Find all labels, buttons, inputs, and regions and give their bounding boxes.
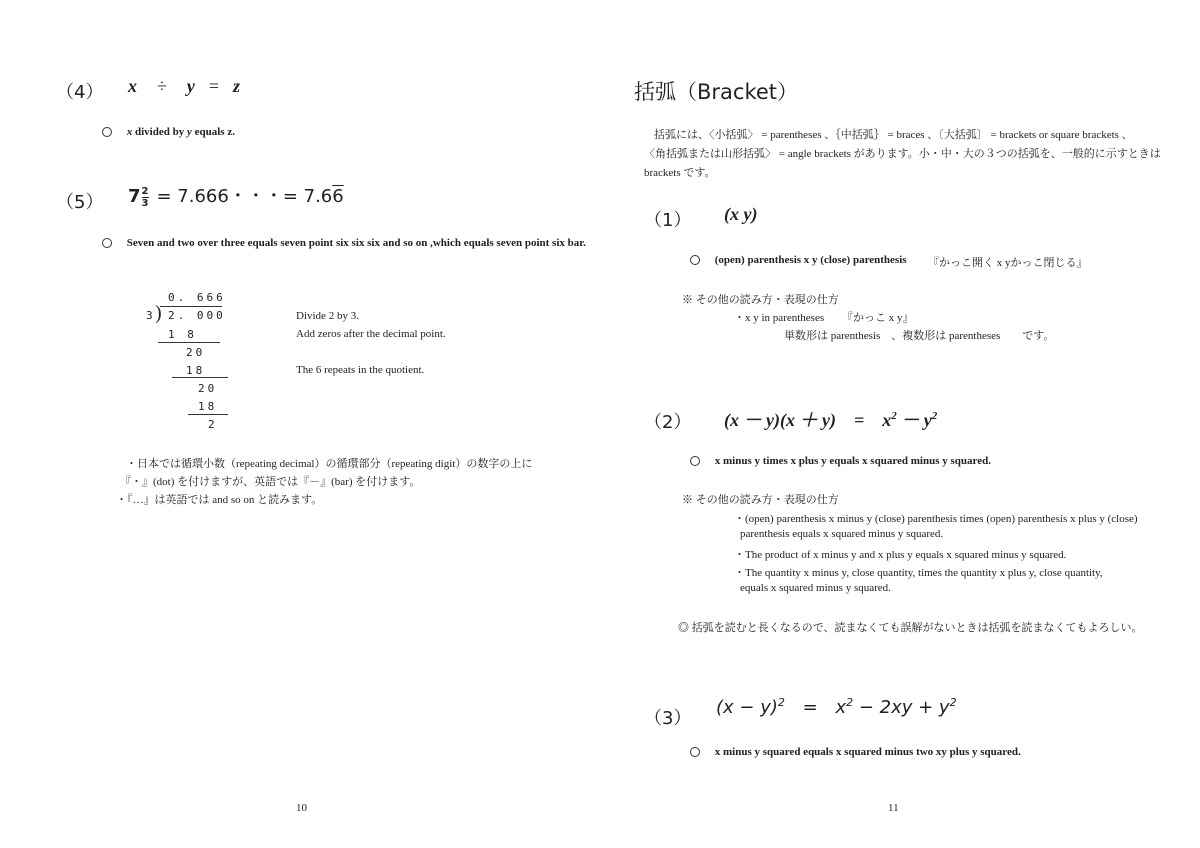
item1-reading: (open) parenthesis x y (close) parenthesis <box>690 254 907 266</box>
item1-label: （1） <box>644 210 692 231</box>
division-line <box>188 414 228 415</box>
item5-reading: Seven and two over three equals seven point six six six and so on ,which equals seven point six bar. <box>102 237 586 249</box>
division-bracket: ) <box>155 302 162 324</box>
other-reading: equals x squared minus y squared. <box>740 582 891 594</box>
division-dividend: 2. 000 <box>168 309 226 322</box>
division-quotient: 0. 666 <box>168 291 226 304</box>
division-row: 20 <box>198 382 218 395</box>
other-reading: ・x y in parentheses <box>734 312 825 324</box>
div-sign: ÷ <box>157 76 167 96</box>
eq-x: x <box>128 76 137 96</box>
bullet-circle-icon <box>690 255 700 265</box>
other-reading: ・(open) parenthesis x minus y (close) parenthesis times (open) parenthesis x plus y (close) <box>734 513 1138 525</box>
bullet-circle-icon <box>102 127 112 137</box>
bullet-circle-icon <box>690 747 700 757</box>
division-row: 18 <box>198 400 218 413</box>
bullet-text: ・日本では循環小数（repeating decimal）の循環部分（repeating digit）の数字の上に <box>126 458 533 470</box>
item3-reading: x minus y squared equals x squared minus two xy plus y squared. <box>690 746 1021 758</box>
other-heading: ※ その他の読み方・表現の仕方 <box>682 294 839 306</box>
division-bar <box>160 306 222 307</box>
other-reading: ・The quantity x minus y, close quantity, times the quantity x plus y, close quantity, <box>734 567 1103 579</box>
division-row: 1 8 <box>168 328 197 341</box>
page-number-right: 11 <box>888 802 899 814</box>
eq-y: y <box>186 76 195 96</box>
intro-line: brackets です。 <box>644 167 716 179</box>
item5-equation: 7 $\frac{2}{3}$ = 7.666・・・= 7.66 <box>128 185 344 209</box>
intro-line: 括弧には、〈小括弧〉 = parentheses 、｛中括弧｝ = braces 、〔大括弧〕 = brackets or square brackets 、 <box>654 129 1133 141</box>
item3-label: （3） <box>644 708 692 729</box>
eq-sign: = <box>208 76 220 96</box>
division-row: 2 <box>208 418 218 431</box>
division-note: Divide 2 by 3. <box>296 310 359 322</box>
item5-label: （5） <box>56 192 104 213</box>
item4-reading: x divided by y equals z. <box>102 126 235 138</box>
bracket-note: ◎ 括弧を読むと長くなるので、読まなくても誤解がないときは括弧を読まなくてもよろしい。 <box>678 622 1143 634</box>
division-note: Add zeros after the decimal point. <box>296 328 446 340</box>
other-reading-jp: 『かっこ x y』 <box>842 312 914 324</box>
division-line <box>158 342 220 343</box>
page-title: 括弧（Bracket） <box>634 80 799 104</box>
division-note: The 6 repeats in the quotient. <box>296 364 425 376</box>
item2-expression: (x － y)(x ＋ y) = $x^2 - y^2$ <box>724 410 938 430</box>
item2-label: （2） <box>644 412 692 433</box>
other-reading: parenthesis equals x squared minus y squared. <box>740 528 944 540</box>
other-note: 単数形は parenthesis 、複数形は parentheses です。 <box>784 330 1055 342</box>
item4-label: （4） <box>56 82 104 103</box>
division-row: 18 <box>186 364 206 377</box>
bullet-text: ・『…』は英語では and so on と読みます。 <box>116 494 323 506</box>
division-row: 20 <box>186 346 206 359</box>
division-divisor: 3 <box>146 309 156 322</box>
item3-expression: $(x - y)^2 = x^2 - 2xy + y^2$ <box>716 696 957 718</box>
bullet-text: 『・』(dot) を付けますが、英語では『－』(bar) を付けます。 <box>120 476 421 488</box>
eq-z: z <box>233 76 241 96</box>
page-number-left: 10 <box>296 802 307 814</box>
bullet-circle-icon <box>690 456 700 466</box>
other-reading: ・The product of x minus y and x plus y equals x squared minus y squared. <box>734 549 1067 561</box>
intro-line: 〈角括弧または山形括弧〉 = angle brackets があります。小・中・大の３つの括弧を、一般的に示すときは <box>644 148 1161 160</box>
item4-equation <box>128 76 240 97</box>
item2-reading: x minus y times x plus y equals x squared minus y squared. <box>690 455 991 467</box>
bullet-circle-icon <box>102 238 112 248</box>
division-line <box>172 377 228 378</box>
item1-expression: (x y) <box>724 204 758 224</box>
other-heading: ※ その他の読み方・表現の仕方 <box>682 494 839 506</box>
item1-reading-jp: 『かっこ開く x yかっこ閉じる』 <box>928 257 1088 269</box>
